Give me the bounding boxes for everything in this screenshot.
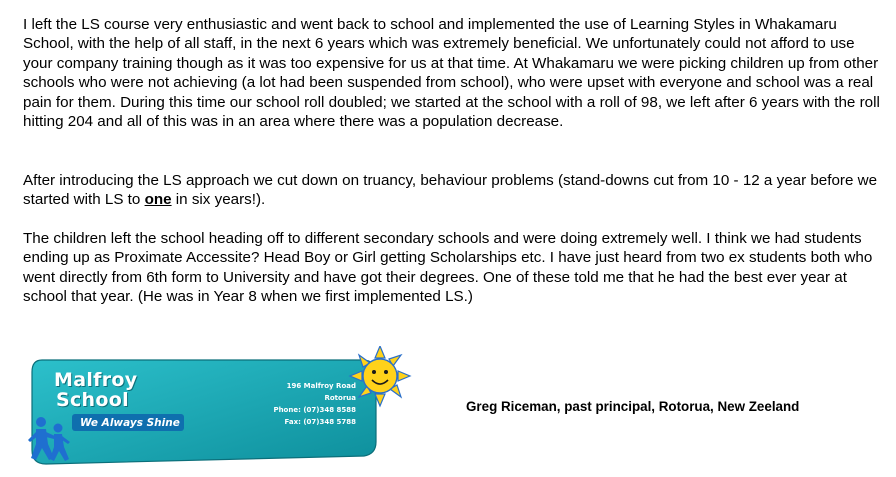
testimonial-paragraph-3: The children left the school heading off to different secondary schools and were doing extremely well. I think we had students ending up as Proximate Accessite? Head Boy or Girl getting Scholarships etc. I have just heard from two ex students both who went directly from 6th form to University and have got their degrees. One of these told me that he had the best ever year at school that year. (He was in Year 8 when we first implemented LS.) xyxy=(23,230,873,306)
logo-fax: Fax: (07)348 5788 xyxy=(284,418,356,426)
testimonial-paragraph-1: I left the LS course very enthusiastic and went back to school and implemented the use of Learning Styles in Whakamaru School, with the help of all staff, in the next 6 years which was extremely beneficial. We unfortunately could not afford to use your company training though as it was too expensive for us at that time. At Whakamaru we were picking children up from other schools who were not achieving (a lot had been suspended from school), who were upset with everyone and school was a real pain for them. During this time our school roll doubled; we started at the school with a roll of 98, we left after 6 years with the roll hitting 204 and all of this was in an area where there was a population decrease. xyxy=(23,16,880,131)
emphasis-one: one xyxy=(144,191,172,209)
paragraph-2-text-end: in six years!). xyxy=(171,191,266,209)
logo-address-street: 196 Malfroy Road xyxy=(286,382,356,390)
testimonial-paragraph-2 xyxy=(23,171,883,210)
school-logo xyxy=(24,346,424,468)
logo-tagline: We Always Shine xyxy=(80,417,180,429)
signature-attribution: Greg Riceman, past principal, Rotorua, New Zeeland xyxy=(466,399,800,414)
logo-phone: Phone: (07)348 8588 xyxy=(273,406,356,414)
logo-school-name-line-2: School xyxy=(56,389,129,411)
logo-address-city: Rotorua xyxy=(324,394,356,402)
logo-school-name-line-1: Malfroy xyxy=(54,369,138,391)
sun-icon xyxy=(350,346,410,406)
paragraph-2-text-start: After introducing the LS approach we cut down on truancy, behaviour problems (stand-downs cut from 10 - 12 a year before we started with LS to xyxy=(23,172,878,209)
